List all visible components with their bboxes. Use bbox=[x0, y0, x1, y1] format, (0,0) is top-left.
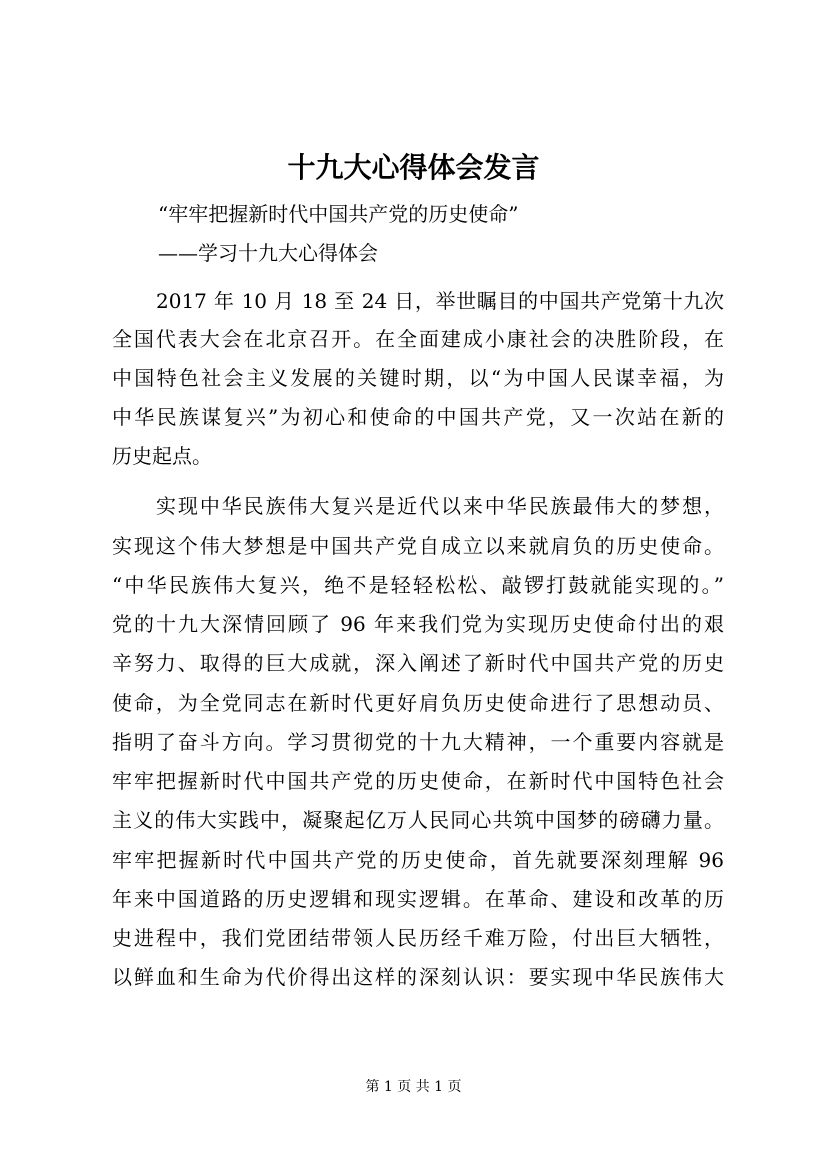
paragraph-line: 中华民族谋复兴”为初心和使命的中国共产党，又一次站在新的 bbox=[112, 405, 724, 429]
document-byline: ——学习十九大心得体会 bbox=[158, 241, 378, 265]
paragraph-line: 指明了奋斗方向。学习贯彻党的十九大精神，一个重要内容就是 bbox=[112, 730, 724, 754]
document-title: 十九大心得体会发言 bbox=[287, 151, 540, 184]
paragraph-line: “中华民族伟大复兴，绝不是轻轻松松、敲锣打鼓就能实现的。” bbox=[112, 573, 724, 597]
paragraph-line: 史进程中，我们党团结带领人民历经千难万险，付出巨大牺牲， bbox=[112, 926, 724, 950]
paragraph-line: 党的十九大深情回顾了 96 年来我们党为实现历史使命付出的艰 bbox=[112, 612, 724, 636]
paragraph-line: 辛努力、取得的巨大成就，深入阐述了新时代中国共产党的历史 bbox=[112, 651, 724, 675]
paragraph-line: 牢牢把握新时代中国共产党的历史使命，首先就要深刻理解 96 bbox=[112, 848, 724, 872]
page-footer: 第 1 页 共 1 页 bbox=[365, 1079, 462, 1095]
paragraph-line: 主义的伟大实践中，凝聚起亿万人民同心共筑中国梦的磅礴力量。 bbox=[112, 808, 724, 832]
paragraph-line: 实现这个伟大梦想是中国共产党自成立以来就肩负的历史使命。 bbox=[112, 534, 724, 558]
paragraph-line: 2017 年 10 月 18 至 24 日，举世瞩目的中国共产党第十九次 bbox=[156, 289, 724, 313]
paragraph-line: 实现中华民族伟大复兴是近代以来中华民族最伟大的梦想， bbox=[156, 494, 724, 518]
paragraph-line: 年来中国道路的历史逻辑和现实逻辑。在革命、建设和改革的历 bbox=[112, 887, 724, 911]
paragraph-line: 历史起点。 bbox=[112, 444, 212, 468]
paragraph-line: 全国代表大会在北京召开。在全面建成小康社会的决胜阶段，在 bbox=[112, 327, 724, 351]
paragraph-line: 牢牢把握新时代中国共产党的历史使命，在新时代中国特色社会 bbox=[112, 769, 724, 793]
paragraph-line: 以鲜血和生命为代价得出这样的深刻认识：要实现中华民族伟大 bbox=[112, 965, 724, 989]
paragraph-line: 使命，为全党同志在新时代更好肩负历史使命进行了思想动员、 bbox=[112, 691, 724, 715]
document-subtitle: “牢牢把握新时代中国共产党的历史使命” bbox=[158, 202, 519, 226]
paragraph-line: 中国特色社会主义发展的关键时期，以“为中国人民谋幸福，为 bbox=[112, 366, 724, 390]
